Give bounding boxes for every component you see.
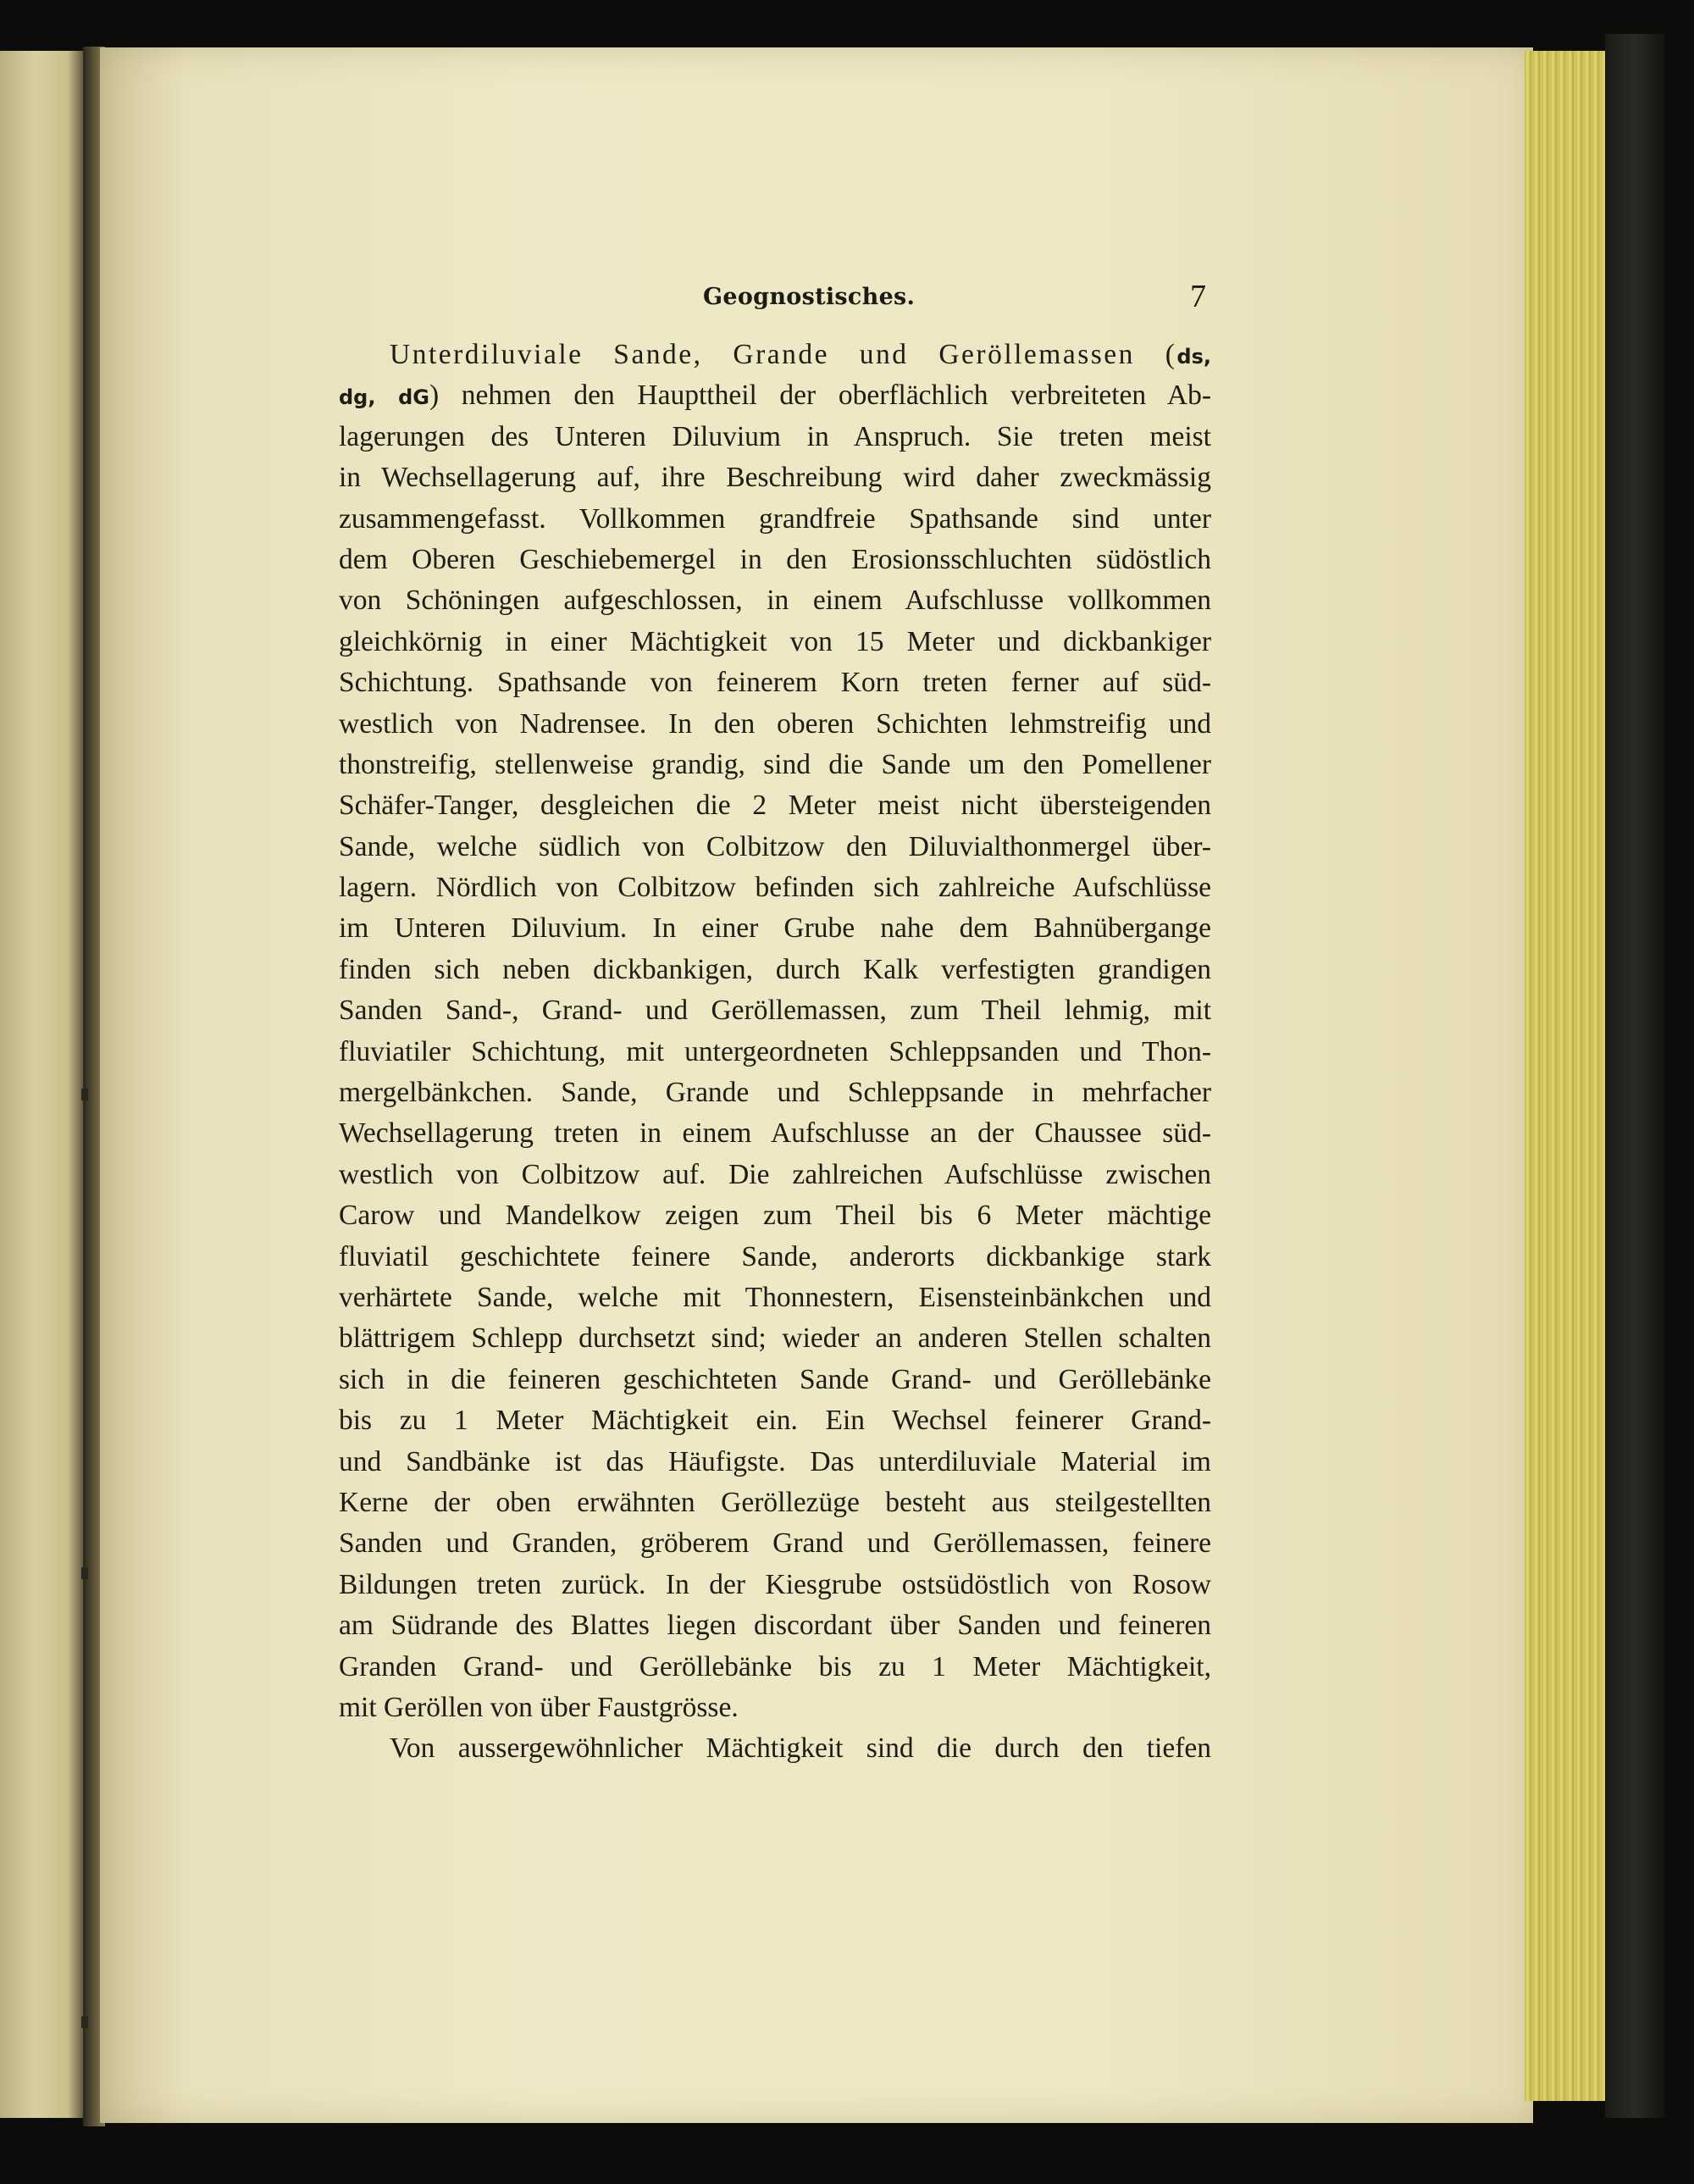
text-line: thonstreifig, stellenweise grandig, sind die Sande um den Pomellener: [339, 748, 1211, 780]
text-line: bis zu 1 Meter Mächtigkeit ein. Ein Wechsel feinerer Grand-: [339, 1405, 1211, 1437]
book-cover-edge: [1605, 34, 1664, 2118]
text-line: Sande, welche südlich von Colbitzow den Diluvialthonmergel über-: [339, 830, 1211, 862]
text-line: gleichkörnig in einer Mächtigkeit von 15 Meter und dickbankiger: [339, 625, 1211, 657]
running-head-title: Geognostisches.: [703, 284, 916, 310]
text-line: in Wechsellagerung auf, ihre Beschreibung wird daher zweckmässig: [339, 462, 1211, 494]
text-line: dem Oberen Geschiebemergel in den Erosionsschluchten südöstlich: [339, 543, 1211, 575]
map-symbol: dg, dG: [339, 385, 429, 410]
margin-mark: [81, 1089, 88, 1100]
page-fore-edge: [1525, 51, 1605, 2101]
text-line: mit Geröllen von über Faustgrösse.: [339, 1691, 739, 1723]
text-line: Schichtung. Spathsande von feinerem Korn treten ferner auf süd-: [339, 667, 1211, 699]
text-line: verhärtete Sande, welche mit Thonnestern, Eisensteinbänkchen und: [339, 1281, 1211, 1313]
text-line: westlich von Colbitzow auf. Die zahlreichen Aufschlüsse zwischen: [339, 1158, 1211, 1190]
text-line: Sanden und Granden, gröberem Grand und Geröllemassen, feinere: [339, 1527, 1211, 1560]
text-line: Bildungen treten zurück. In der Kiesgrube ostsüdöstlich von Rosow: [339, 1568, 1211, 1600]
margin-mark: [81, 1567, 88, 1579]
text-line: Schäfer-Tanger, desgleichen die 2 Meter meist nicht übersteigenden: [339, 790, 1211, 822]
running-head: [0, 280, 1694, 322]
text-line: zusammengefasst. Vollkommen grandfreie Spathsande sind unter: [339, 502, 1211, 535]
text-line: finden sich neben dickbankigen, durch Kalk verfestigten grandigen: [339, 953, 1211, 985]
text-span: ) nehmen den Haupttheil der oberflächlich verbreiteten Ab-: [429, 380, 1211, 412]
body-text: [339, 335, 1211, 1770]
text-line: lagern. Nördlich von Colbitzow befinden sich zahlreiche Aufschlüsse: [339, 872, 1211, 904]
text-line: Kerne der oben erwähnten Geröllezüge besteht aus steilgestellten: [339, 1486, 1211, 1518]
margin-mark: [81, 2016, 88, 2028]
text-line: lagerungen des Unteren Diluvium in Anspruch. Sie treten meist: [339, 420, 1211, 452]
text-line: westlich von Nadrensee. In den oberen Schichten lehmstreifig und: [339, 707, 1211, 740]
text-line: blättrigem Schlepp durchsetzt sind; wieder an anderen Stellen schalten: [339, 1322, 1211, 1355]
text-line: fluviatil geschichtete feinere Sande, anderorts dickbankige stark: [339, 1240, 1211, 1272]
text-line: sich in die feineren geschichteten Sande Grand- und Geröllebänke: [339, 1363, 1211, 1395]
text-line: im Unteren Diluvium. In einer Grube nahe dem Bahnübergange: [339, 912, 1211, 945]
text-line: von Schöningen aufgeschlossen, in einem Aufschlusse vollkommen: [339, 585, 1211, 617]
left-page-edge: [0, 51, 85, 2118]
text-line: mergelbänkchen. Sande, Grande und Schleppsande in mehrfacher: [339, 1077, 1211, 1109]
text-line: [339, 335, 1211, 375]
map-symbol: ds,: [1176, 345, 1211, 369]
heading-words: Unterdiluviale Sande, Grande und Geröllemassen (: [390, 339, 1177, 370]
text-line: und Sandbänke ist das Häufigste. Das unterdiluviale Material im: [339, 1445, 1211, 1477]
text-line: fluviatiler Schichtung, mit untergeordneten Schleppsanden und Thon-: [339, 1035, 1211, 1067]
text-line: [339, 375, 1211, 416]
text-line: Granden Grand- und Geröllebänke bis zu 1 Meter Mächtigkeit,: [339, 1650, 1211, 1682]
text-line: Von aussergewöhnlicher Mächtigkeit sind die durch den tiefen: [390, 1732, 1211, 1765]
text-line: Carow und Mandelkow zeigen zum Theil bis 6 Meter mächtige: [339, 1200, 1211, 1232]
text-line: Sanden Sand-, Grand- und Geröllemassen, zum Theil lehmig, mit: [339, 995, 1211, 1027]
page-number: 7: [1190, 279, 1206, 314]
text-line: Wechsellagerung treten in einem Aufschlusse an der Chaussee süd-: [339, 1117, 1211, 1150]
text-line: am Südrande des Blattes liegen discordant über Sanden und feineren: [339, 1610, 1211, 1642]
